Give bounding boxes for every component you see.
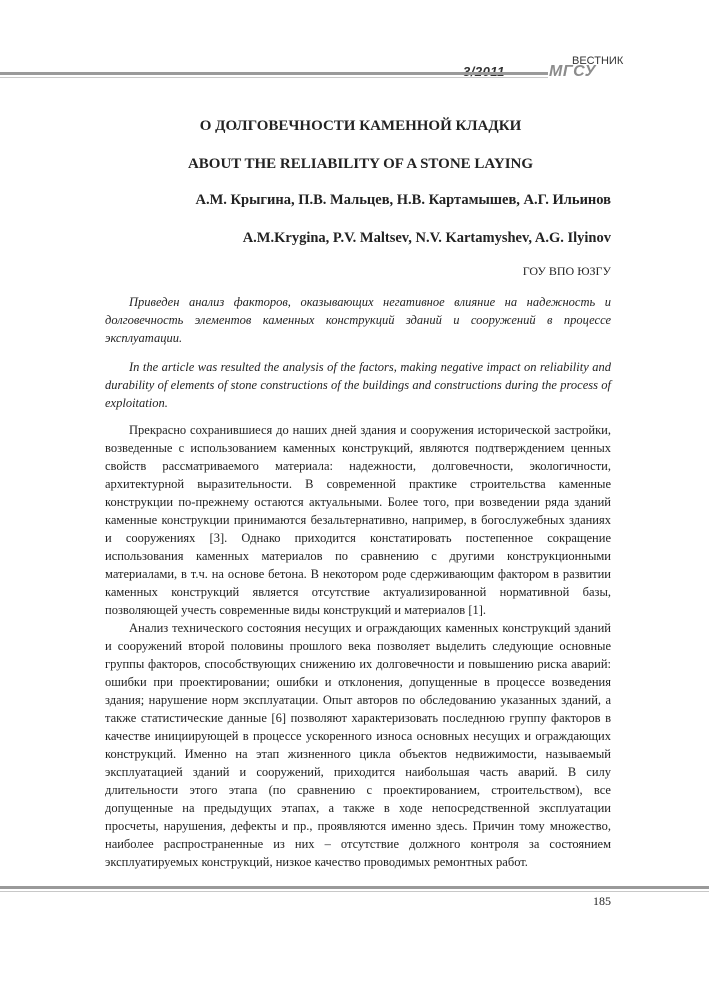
body-paragraph: Анализ технического состояния несущих и ограждающих каменных конструкций зданий и сооружений второй половины прошлого века позволяет выделить следующие основные группы факторов, способствующих снижению их долговечности и повышению риска аварий: ошибки при проектировании; ошибки и отклонения, допущенные в процессе возведения здания; нарушение норм эксплуатации. Опыт авторов по обследованию указанных зданий, а также статистические данные [6] позволяют характеризовать последнюю группу факторов в качестве инициирующей в процессе ускоренного износа основных несущих и ограждающих конструкций. Именно на этап жизненного цикла объектов недвижимости, называемый эксплуатацией зданий и сооружений, приходится наибольшая часть аварий. В силу длительности этого этапа (по сравнению с проектированием, строительством), все допущенные на предыдущих этапах, а также в ходе непосредственной эксплуатации просчеты, нарушения, дефекты и пр., проявляются именно здесь. Причин тому множество, наиболее распространенные из них – отсутствие должного контроля за состоянием эксплуатируемых конструкций, низкое качество проводимых ремонтных работ.: [105, 621, 611, 869]
header-rule: [0, 72, 548, 75]
abstract-en: In the article was resulted the analysis of the factors, making negative impact on reliability and durability of elements of stone constructions of the buildings and constructions during the process of exploitation.: [105, 360, 611, 410]
body-text: [105, 421, 611, 871]
page-number: 185: [593, 894, 611, 908]
authors-ru: А.М. Крыгина, П.В. Мальцев, Н.В. Картамышев, А.Г. Ильинов: [195, 192, 611, 208]
affiliation: ГОУ ВПО ЮЗГУ: [522, 264, 611, 278]
footer-rule-thin: [0, 891, 709, 892]
authors-en: A.M.Krygina, P.V. Maltsev, N.V. Kartamyshev, A.G. Ilyinov: [242, 230, 611, 246]
header-rule-thin: [0, 77, 548, 78]
journal-logo: МГСУ: [549, 63, 596, 80]
footer-rule: [0, 886, 709, 889]
abstract-ru: Приведен анализ факторов, оказывающих негативное влияние на надежность и долговечность элементов каменных конструкций зданий и сооружений в процессе эксплуатации.: [105, 295, 611, 345]
journal-name: ВЕСТНИК: [572, 55, 624, 67]
article-title-ru: О ДОЛГОВЕЧНОСТИ КАМЕННОЙ КЛАДКИ: [199, 118, 522, 134]
body-paragraph: Прекрасно сохранившиеся до наших дней здания и сооружения исторической застройки, возведенные с использованием каменных конструкций, являются подтверждением ценных свойств рассматриваемого материала: надежности, долговечности, экологичности, архитектурной выразительности. В современной практике строительства каменные конструкции по-прежнему остаются актуальными. Более того, при возведении ряда зданий каменные конструкции принимаются безальтернативно, например, в богослужебных зданиях и сооружениях [3]. Однако приходится констатировать постепенное сокращение использования каменных материалов по сравнению с другими конструкционными материалами, в т.ч. на основе бетона. В некотором роде сдерживающим фактором в развитии каменных конструкций является отсутствие актуализированной нормативной базы, позволяющей учесть современные виды конструкций и материалов [1].: [105, 423, 611, 617]
article-title-en: ABOUT THE RELIABILITY OF A STONE LAYING: [187, 156, 534, 172]
